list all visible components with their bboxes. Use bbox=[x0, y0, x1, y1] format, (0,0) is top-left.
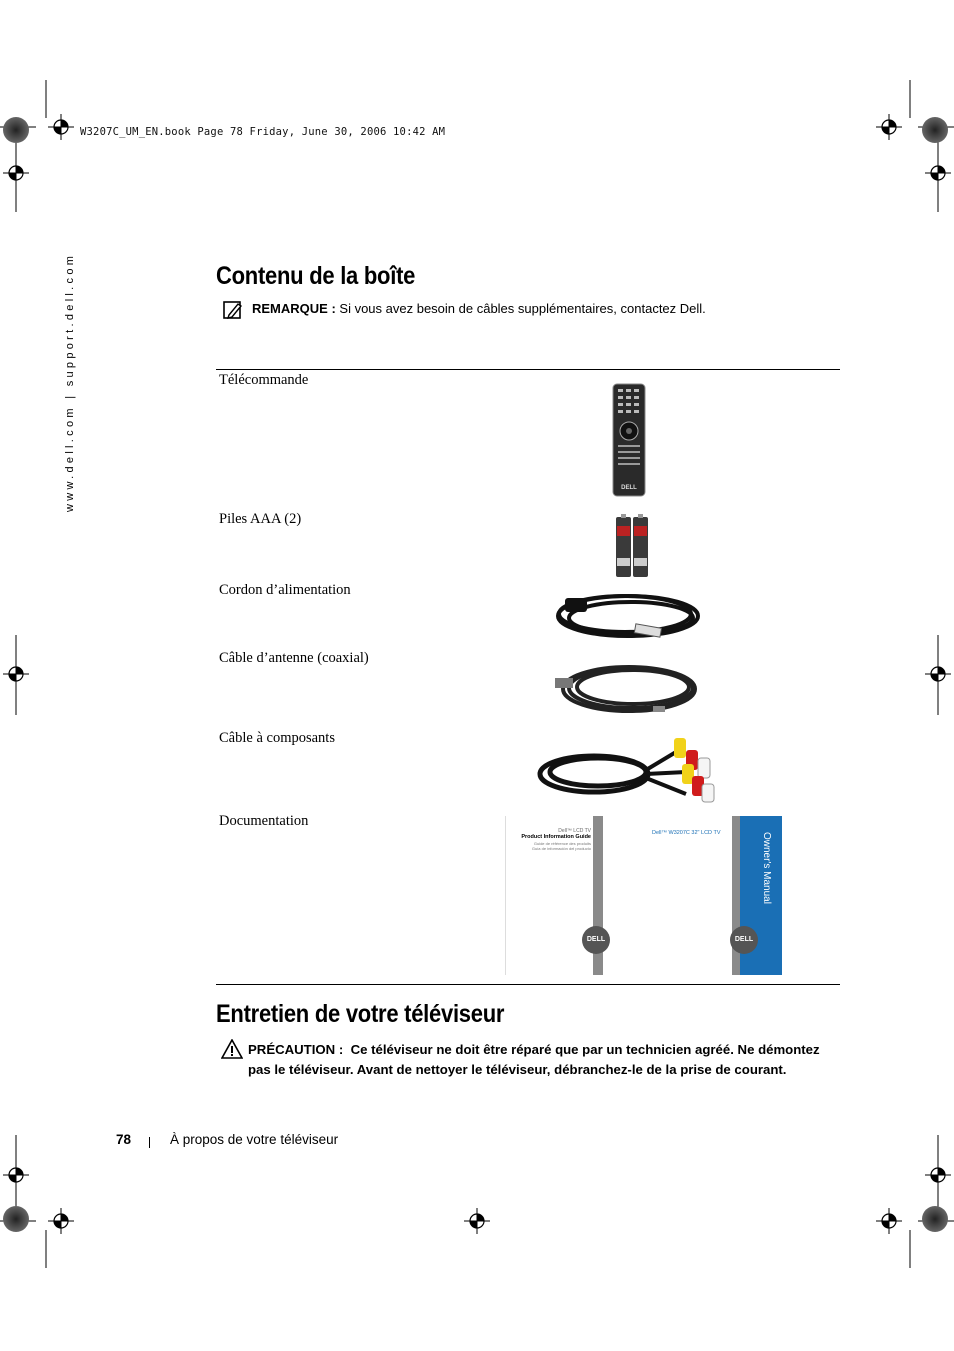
page-number: 78 bbox=[116, 1132, 132, 1147]
section-title: Contenu de la boîte bbox=[216, 262, 416, 290]
note-text: Si vous avez besoin de câbles supplémentaires, contactez Dell. bbox=[339, 301, 706, 316]
item-label-power-cord: Cordon d’alimentation bbox=[219, 582, 351, 598]
guide-title: Product Information Guide bbox=[521, 834, 591, 840]
item-label-component: Câble à composants bbox=[219, 730, 335, 746]
footer-chapter: À propos de votre téléviseur bbox=[170, 1132, 339, 1147]
caution-text: Ce téléviseur ne doit être réparé que par un technicien agréé. Ne démontez pas le téléviseur. Avant de nettoyer le téléviseur, débranchez-le de la prise de courant. bbox=[248, 1042, 820, 1077]
product-guide-image bbox=[505, 816, 606, 975]
remote-control-image bbox=[612, 383, 646, 497]
guide-sub1: Guide de référence des produits bbox=[533, 841, 591, 846]
dell-logo: DELL bbox=[730, 926, 758, 954]
note-label: REMARQUE : bbox=[252, 301, 336, 316]
caution-text-block bbox=[248, 1040, 838, 1080]
component-cable-image bbox=[536, 732, 722, 804]
aaa-batteries-image bbox=[615, 514, 649, 578]
note-pencil-icon bbox=[223, 300, 243, 320]
print-header: W3207C_UM_EN.book Page 78 Friday, June 30, 2006 10:42 AM bbox=[80, 126, 446, 138]
guide-sub2: Guía de información del producto bbox=[531, 846, 591, 851]
power-cord-image bbox=[553, 590, 703, 646]
table-top-rule bbox=[216, 369, 840, 370]
footer-divider bbox=[149, 1137, 150, 1148]
dell-logo: DELL bbox=[582, 926, 610, 954]
caution-icon bbox=[221, 1039, 243, 1059]
sidebar-url: www.dell.com | support.dell.com bbox=[64, 252, 76, 512]
guide-brand: Dell™ LCD TV bbox=[558, 828, 591, 834]
owners-manual-image bbox=[640, 816, 782, 975]
caution-label: PRÉCAUTION : bbox=[248, 1042, 344, 1057]
item-label-documentation: Documentation bbox=[219, 813, 309, 829]
item-label-coaxial: Câble d’antenne (coaxial) bbox=[219, 650, 369, 666]
coaxial-cable-image bbox=[553, 660, 701, 716]
manual-side-title: Owner's Manual bbox=[761, 832, 772, 904]
manual-title: Dell™ W3207C 32" LCD TV bbox=[652, 830, 721, 836]
table-bottom-rule bbox=[216, 984, 840, 985]
section-title: Entretien de votre téléviseur bbox=[216, 1000, 505, 1028]
svg-text:DELL: DELL bbox=[621, 485, 637, 491]
item-label-batteries: Piles AAA (2) bbox=[219, 511, 302, 527]
item-label-remote: Télécommande bbox=[219, 372, 309, 388]
